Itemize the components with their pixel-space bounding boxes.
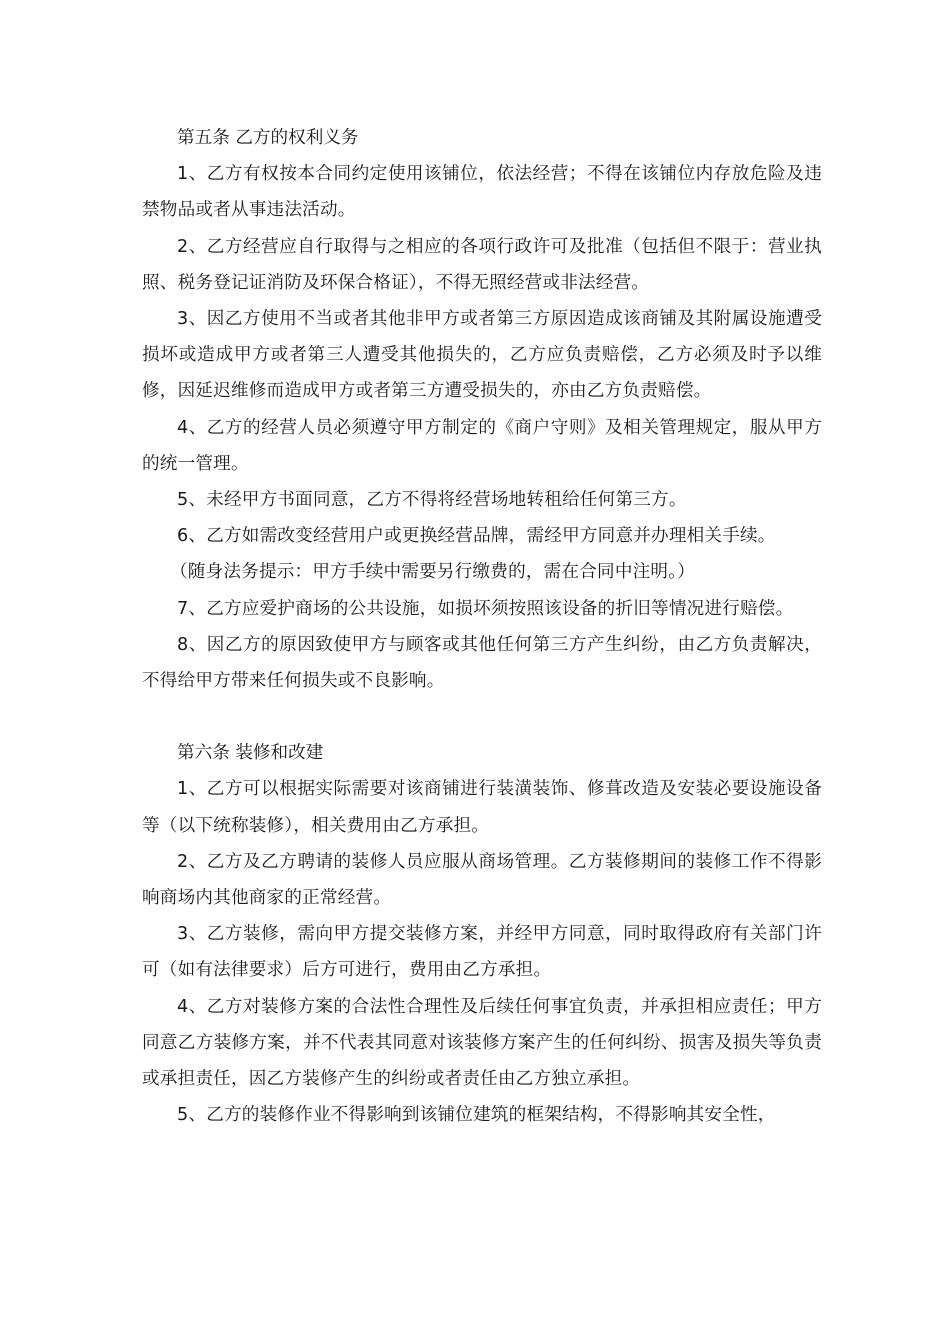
section5-title: 第五条 乙方的权利义务 <box>177 128 359 148</box>
section5-item-1: 1、乙方有权按本合同约定使用该铺位，依法经营；不得在该铺位内存放危险及违禁物品或者从事违法活动。 <box>142 164 822 221</box>
section5-item-5: 5、未经甲方书面同意，乙方不得将经营场地转租给任何第三方。 <box>177 490 687 511</box>
section5-item-3: 3、因乙方使用不当或者其他非甲方或者第三方原因造成该商铺及其附属设施遭受损坏或造成甲方或者第三人遭受其他损失的，乙方应负责赔偿，乙方必须及时予以维修，因延迟维修而造成甲方或者第三方遭受损失的，亦由乙方负责赔偿。 <box>142 309 822 402</box>
section-spacer <box>142 699 822 735</box>
section6-item-4: 4、乙方对装修方案的合法性合理性及后续任何事宜负责，并承担相应责任；甲方同意乙方装修方案，并不代表其同意对该装修方案产生的任何纠纷、损害及损失等负责或承担责任，因乙方装修产生的纠纷或者责任由乙方独立承担。 <box>142 996 822 1090</box>
document-page <box>142 120 822 1133</box>
section5-item-4: 4、乙方的经营人员必须遵守甲方制定的《商户守则》及相关管理规定，服从甲方的统一管理。 <box>142 417 822 474</box>
section6-item-3: 3、乙方装修，需向甲方提交装修方案，并经甲方同意，同时取得政府有关部门许可（如有法律要求）后方可进行，费用由乙方承担。 <box>142 924 822 981</box>
section5-item-6: 6、乙方如需改变经营用户或更换经营品牌，需经甲方同意并办理相关手续。 <box>177 526 776 547</box>
section6-item-1: 1、乙方可以根据实际需要对该商铺进行装潢装饰、修葺改造及安装必要设施设备等（以下统称装修），相关费用由乙方承担。 <box>142 779 822 836</box>
section5-item-7: 7、乙方应爱护商场的公共设施，如损坏须按照该设备的折旧等情况进行赔偿。 <box>177 598 794 619</box>
section6-title: 第六条 装修和改建 <box>177 743 324 764</box>
section6-item-5: 5、乙方的装修作业不得影响到该铺位建筑的框架结构，不得影响其安全性， <box>177 1105 776 1126</box>
section5-item-2: 2、乙方经营应自行取得与之相应的各项行政许可及批准（包括但不限于：营业执照、税务登记证消防及环保合格证），不得无照经营或非法经营。 <box>142 236 822 293</box>
section6-item-2: 2、乙方及乙方聘请的装修人员应服从商场管理。乙方装修期间的装修工作不得影响商场内其他商家的正常经营。 <box>142 851 822 909</box>
section5-item-8: 8、因乙方的原因致使甲方与顾客或其他任何第三方产生纠纷，由乙方负责解决，不得给甲方带来任何损失或不良影响。 <box>142 634 822 692</box>
legal-tip-note: （随身法务提示：甲方手续中需要另行缴费的，需在合同中注明。） <box>170 562 696 583</box>
